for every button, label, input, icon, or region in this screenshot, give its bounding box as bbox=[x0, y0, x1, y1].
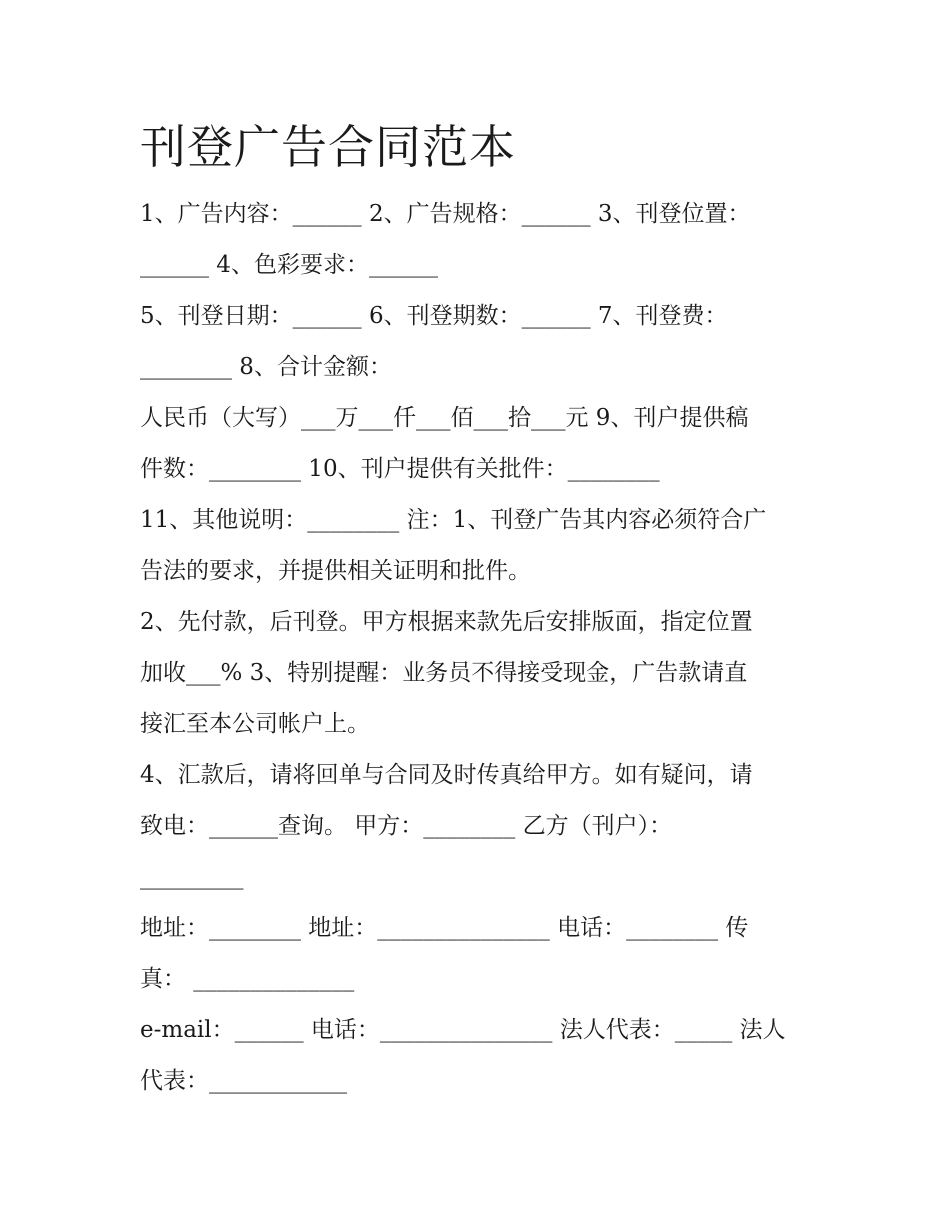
body-line-16: 真： ______________ bbox=[140, 966, 355, 992]
body-line-3: 5、刊登日期：______ 6、刊登期数：______ 7、刊登费： bbox=[140, 303, 728, 329]
body-line-10: 加收___% 3、特别提醒：业务员不得接受现金，广告款请直 bbox=[140, 660, 748, 686]
body-line-8: 告法的要求，并提供相关证明和批件。 bbox=[140, 558, 531, 584]
body-line-2: ______ 4、色彩要求：______ bbox=[140, 252, 438, 278]
body-line-13: 致电：______查询。 甲方：________ 乙方（刊户）： bbox=[140, 813, 673, 839]
body-line-14: _________ bbox=[140, 864, 244, 890]
body-line-4: ________ 8、合计金额： bbox=[140, 354, 392, 380]
body-line-18: 代表：____________ bbox=[140, 1068, 347, 1094]
body-line-15: 地址：________ 地址：_______________ 电话：________ 传 bbox=[140, 915, 749, 941]
body-line-1: 1、广告内容：______ 2、广告规格：______ 3、刊登位置： bbox=[140, 201, 751, 227]
body-line-7: 11、其他说明：________ 注：1、刊登广告其内容必须符合广 bbox=[140, 507, 767, 533]
body-line-11: 接汇至本公司帐户上。 bbox=[140, 711, 370, 737]
contract-document bbox=[140, 112, 808, 1107]
document-title: 刊登广告合同范本 bbox=[140, 120, 516, 174]
body-line-5: 人民币（大写）___万___仟___佰___拾___元 9、刊户提供稿 bbox=[140, 405, 749, 431]
body-line-12: 4、汇款后，请将回单与合同及时传真给甲方。如有疑问，请 bbox=[140, 762, 753, 788]
body-line-17: e-mail：______ 电话：_______________ 法人代表：_____ 法人 bbox=[140, 1017, 786, 1043]
body-line-9: 2、先付款，后刊登。甲方根据来款先后安排版面，指定位置 bbox=[140, 609, 753, 635]
body-line-6: 件数：________ 10、刊户提供有关批件：________ bbox=[140, 456, 660, 482]
